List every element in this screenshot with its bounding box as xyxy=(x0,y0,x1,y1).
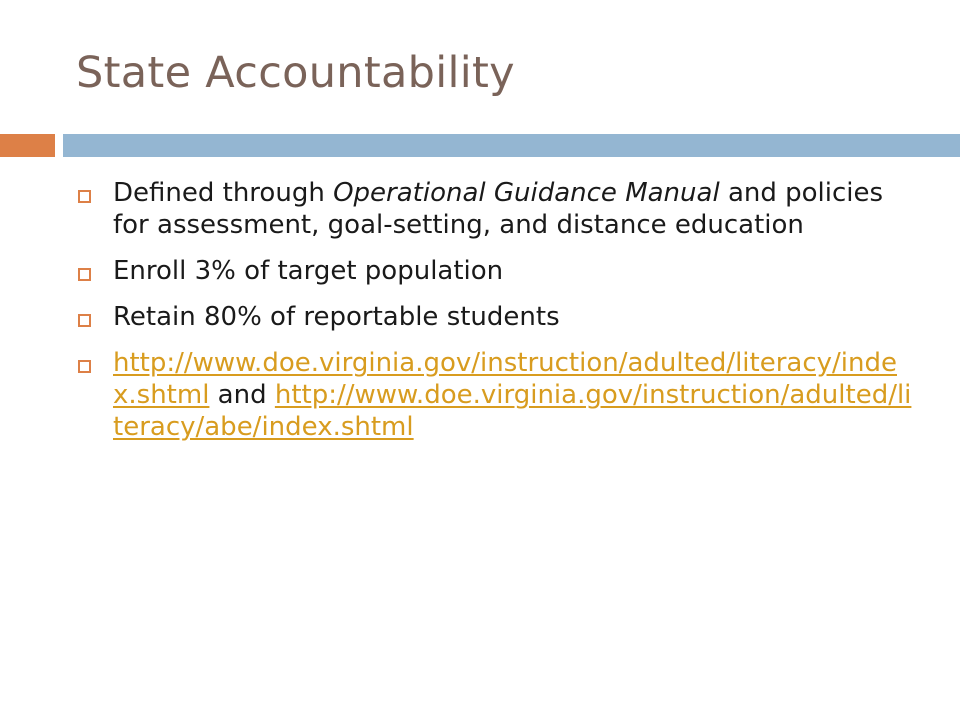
bullet-item-links xyxy=(76,348,916,444)
slide-title: State Accountability xyxy=(76,48,515,98)
literacy-index-link[interactable]: http://www.doe.virginia.gov/instruction/adulted/literacy/index.shtml xyxy=(113,347,897,410)
bullet-list xyxy=(76,178,916,458)
checkbox-bullet-icon xyxy=(78,268,91,281)
bullet-item-enroll xyxy=(76,256,916,288)
accent-bar-blue xyxy=(63,134,960,157)
bullet-text: Retain 80% of reportable students xyxy=(113,301,560,332)
link-connector-text: and xyxy=(209,379,275,410)
bullet-text-prefix: Defined through xyxy=(113,178,334,208)
accent-bar-orange xyxy=(0,134,55,157)
abe-index-link[interactable]: http://www.doe.virginia.gov/instruction/adulted/literacy/abe/index.shtml xyxy=(113,379,912,442)
bullet-item-retain xyxy=(76,302,916,334)
checkbox-bullet-icon xyxy=(78,314,91,327)
bullet-text-suffix: and policies for assessment, goal-setting, and distance education xyxy=(113,178,884,240)
manual-title: Operational Guidance Manual xyxy=(333,178,720,208)
bullet-item-defined-through xyxy=(76,178,916,242)
checkbox-bullet-icon xyxy=(78,190,91,203)
bullet-text: Enroll 3% of target population xyxy=(113,255,504,286)
checkbox-bullet-icon xyxy=(78,360,91,373)
